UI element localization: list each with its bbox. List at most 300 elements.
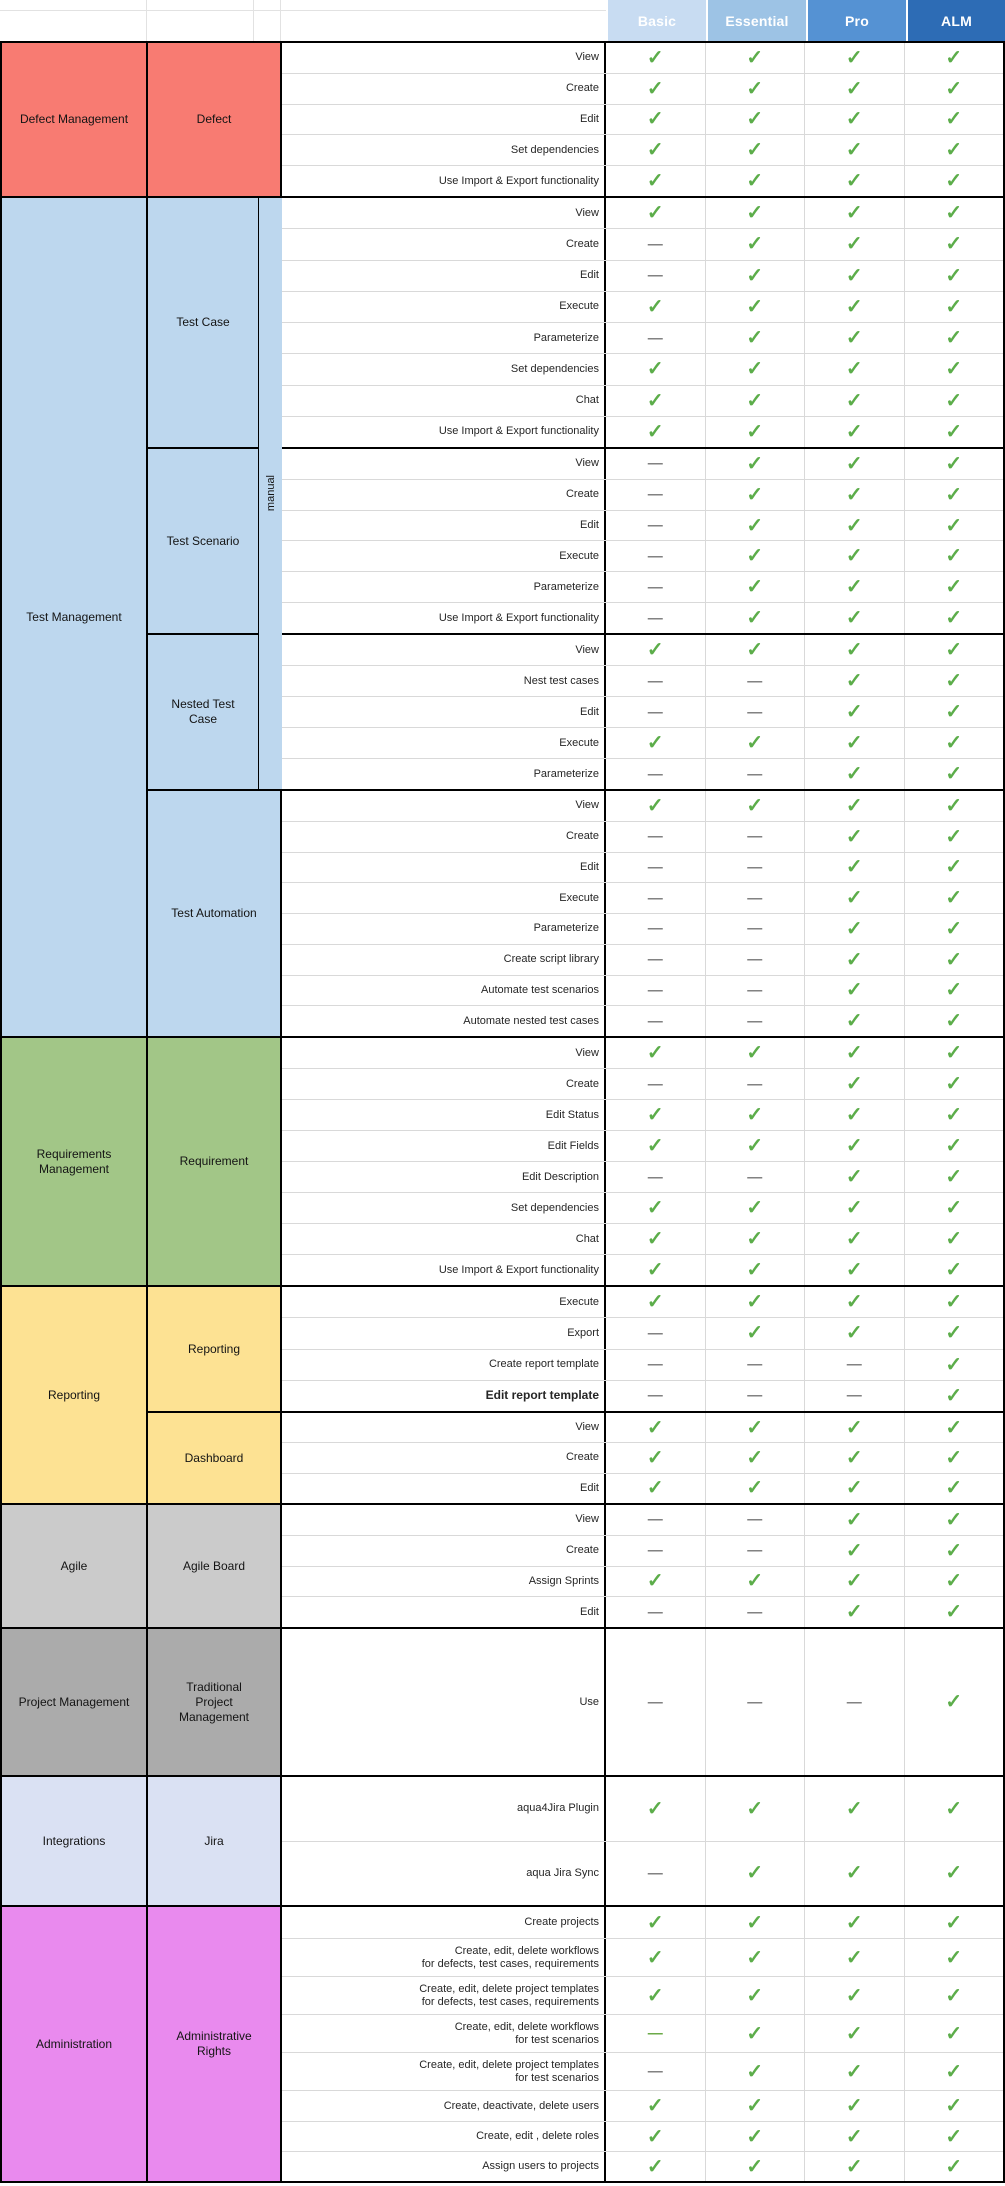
- check-icon: ✓: [945, 1010, 963, 1033]
- label-line: Create, edit , delete roles: [476, 2130, 599, 2142]
- check-icon: ✓: [945, 948, 963, 971]
- dash-icon: —: [647, 703, 663, 721]
- row-group-defect: [282, 43, 1003, 196]
- feature-label: [282, 1069, 606, 1099]
- value-cell-pro: [804, 697, 904, 727]
- value-cell-essential: [705, 1069, 805, 1099]
- label-line: Create: [565, 1077, 599, 1090]
- value-cell-basic: [606, 1413, 705, 1442]
- check-icon: ✓: [845, 1446, 863, 1469]
- value-cell-alm: [904, 135, 1004, 165]
- label-line: Use: [579, 1695, 599, 1708]
- value-cell-pro: [804, 759, 904, 789]
- value-cell-basic: [606, 1287, 705, 1317]
- label-line: Requirements: [36, 1146, 112, 1161]
- feature-label: [282, 198, 606, 228]
- value-cell-alm: [904, 1162, 1004, 1192]
- value-cell-basic: [606, 2122, 705, 2151]
- table-row: [282, 510, 1003, 541]
- dash-icon: —: [747, 703, 763, 721]
- value-cell-alm: [904, 759, 1004, 789]
- value-cell-alm: [904, 1907, 1004, 1938]
- value-cell-basic: [606, 666, 705, 696]
- value-cell-pro: [804, 292, 904, 322]
- row-group-traditional-project-management: [282, 1629, 1003, 1775]
- grid-line: [146, 0, 147, 41]
- dash-icon: —: [647, 547, 663, 565]
- check-icon: ✓: [945, 1104, 963, 1126]
- check-icon: ✓: [945, 1691, 963, 1713]
- check-icon: ✓: [845, 2125, 863, 2148]
- table-row: [282, 1907, 1003, 1938]
- feature-label: [282, 229, 606, 259]
- check-icon: ✓: [746, 2125, 764, 2148]
- value-cell-pro: [804, 1413, 904, 1442]
- check-icon: ✓: [746, 2095, 764, 2117]
- check-icon: ✓: [646, 1416, 664, 1439]
- row-group-nested-test-case: [282, 633, 1003, 789]
- label-line: Parameterize: [533, 580, 599, 593]
- value-cell-basic: [606, 449, 705, 479]
- value-cell-essential: [705, 417, 805, 447]
- check-icon: ✓: [646, 1042, 664, 1064]
- check-icon: ✓: [845, 2022, 863, 2045]
- feature-label: [282, 759, 606, 789]
- value-cell-pro: [804, 2053, 904, 2090]
- value-cell-essential: [705, 1536, 805, 1566]
- value-cell-essential: [705, 1131, 805, 1161]
- dash-icon: —: [747, 1542, 763, 1560]
- label-line: Chat: [575, 394, 599, 407]
- value-cell-basic: [606, 135, 705, 165]
- value-cell-essential: [705, 1777, 805, 1841]
- value-cell-essential: [705, 572, 805, 602]
- dash-icon: —: [647, 765, 663, 783]
- value-cell-essential: [705, 1350, 805, 1380]
- dash-icon: —: [747, 1387, 763, 1405]
- table-header: [0, 0, 1005, 41]
- check-icon: ✓: [746, 139, 764, 162]
- dash-icon: —: [647, 858, 663, 876]
- check-icon: ✓: [646, 139, 664, 162]
- feature-label: [282, 1318, 606, 1348]
- value-cell-basic: [606, 166, 705, 196]
- table-row: [282, 1068, 1003, 1099]
- subcategory-nested-test-case: [148, 633, 258, 789]
- value-cell-pro: [804, 1318, 904, 1348]
- plan-column-header-alm: ALM: [906, 0, 1005, 41]
- grid-line: [280, 0, 281, 41]
- value-cell-essential: [705, 697, 805, 727]
- value-cell-basic: [606, 728, 705, 758]
- check-icon: ✓: [945, 1570, 963, 1593]
- check-icon: ✓: [746, 794, 764, 817]
- value-cell-alm: [904, 2091, 1004, 2121]
- check-icon: ✓: [746, 1862, 764, 1885]
- check-icon: ✓: [746, 452, 764, 475]
- check-icon: ✓: [945, 1477, 963, 1500]
- value-cell-basic: [606, 292, 705, 322]
- check-icon: ✓: [845, 1911, 863, 1934]
- check-icon: ✓: [746, 170, 764, 193]
- value-cell-basic: [606, 1777, 705, 1841]
- check-icon: ✓: [945, 887, 963, 910]
- table-row: [282, 165, 1003, 196]
- check-icon: ✓: [746, 1416, 764, 1439]
- check-icon: ✓: [845, 701, 863, 723]
- value-cell-pro: [804, 853, 904, 883]
- value-cell-alm: [904, 1629, 1004, 1775]
- feature-label: [282, 914, 606, 944]
- section-reporting: [0, 1287, 1005, 1505]
- section-administration: [0, 1907, 1005, 2183]
- value-cell-essential: [705, 1842, 805, 1906]
- table-row: [282, 696, 1003, 727]
- value-cell-alm: [904, 2015, 1004, 2052]
- rows-area-project-management: [282, 1629, 1003, 1775]
- dash-icon: —: [647, 267, 663, 285]
- value-cell-essential: [705, 1224, 805, 1254]
- value-cell-pro: [804, 386, 904, 416]
- rows-area-defect-management: [282, 43, 1003, 196]
- check-icon: ✓: [646, 1104, 664, 1126]
- value-cell-essential: [705, 1287, 805, 1317]
- value-cell-basic: [606, 323, 705, 353]
- value-cell-essential: [705, 2015, 805, 2052]
- value-cell-alm: [904, 1597, 1004, 1627]
- value-cell-pro: [804, 976, 904, 1006]
- feature-label: [282, 449, 606, 479]
- value-cell-essential: [705, 945, 805, 975]
- check-icon: ✓: [746, 545, 764, 568]
- value-cell-basic: [606, 1443, 705, 1472]
- check-icon: ✓: [845, 979, 863, 1002]
- check-icon: ✓: [945, 1508, 963, 1531]
- label-line: View: [575, 51, 599, 64]
- check-icon: ✓: [945, 763, 963, 785]
- check-icon: ✓: [945, 1291, 963, 1314]
- check-icon: ✓: [845, 1416, 863, 1439]
- value-cell-essential: [705, 292, 805, 322]
- subcategory-jira: [148, 1777, 280, 1905]
- check-icon: ✓: [646, 358, 664, 381]
- dash-icon: —: [647, 1012, 663, 1030]
- value-cell-essential: [705, 43, 805, 73]
- check-icon: ✓: [945, 1911, 963, 1934]
- feature-label: [282, 135, 606, 165]
- dash-icon: —: [647, 1324, 663, 1342]
- value-cell-alm: [904, 1842, 1004, 1906]
- dash-icon: —: [647, 517, 663, 535]
- dash-icon: —: [647, 1864, 663, 1882]
- check-icon: ✓: [845, 948, 863, 971]
- value-cell-basic: [606, 105, 705, 135]
- value-cell-pro: [804, 166, 904, 196]
- feature-label: [282, 541, 606, 571]
- value-cell-alm: [904, 635, 1004, 665]
- check-icon: ✓: [845, 887, 863, 910]
- table-row: [282, 449, 1003, 479]
- value-cell-basic: [606, 1842, 705, 1906]
- label-line: Jira: [204, 1833, 224, 1848]
- table-row: [282, 43, 1003, 73]
- value-cell-essential: [705, 480, 805, 510]
- table-row: [282, 1161, 1003, 1192]
- check-icon: ✓: [845, 264, 863, 287]
- row-group-jira: [282, 1777, 1003, 1905]
- table-row: [282, 1317, 1003, 1348]
- check-icon: ✓: [845, 389, 863, 412]
- table-row: [282, 1596, 1003, 1627]
- check-icon: ✓: [746, 607, 764, 630]
- check-icon: ✓: [845, 46, 863, 69]
- dash-icon: —: [747, 951, 763, 969]
- label-line: Use Import & Export functionality: [438, 611, 599, 624]
- value-cell-pro: [804, 1287, 904, 1317]
- dash-icon: —: [647, 1511, 663, 1529]
- feature-label: [282, 43, 606, 73]
- table-row: [282, 260, 1003, 291]
- check-icon: ✓: [845, 170, 863, 193]
- check-icon: ✓: [945, 202, 963, 225]
- check-icon: ✓: [945, 139, 963, 162]
- value-cell-essential: [705, 74, 805, 104]
- value-cell-alm: [904, 1131, 1004, 1161]
- value-cell-pro: [804, 1006, 904, 1036]
- label-line: Edit report template: [485, 1388, 599, 1403]
- plan-column-header-basic: Basic: [606, 0, 706, 41]
- label-line: Parameterize: [533, 922, 599, 935]
- check-icon: ✓: [646, 1197, 664, 1219]
- check-icon: ✓: [845, 514, 863, 537]
- label-line: for defects, test cases, requirements: [421, 1957, 599, 1970]
- check-icon: ✓: [746, 514, 764, 537]
- check-icon: ✓: [945, 389, 963, 412]
- value-cell-basic: [606, 853, 705, 883]
- dash-icon: —: [647, 1603, 663, 1621]
- table-row: [282, 571, 1003, 602]
- value-cell-basic: [606, 2053, 705, 2090]
- value-cell-alm: [904, 791, 1004, 821]
- value-cell-pro: [804, 480, 904, 510]
- row-group-dashboard: [282, 1411, 1003, 1503]
- label-line: Project Management: [18, 1694, 130, 1709]
- check-icon: ✓: [945, 483, 963, 506]
- check-icon: ✓: [646, 77, 664, 100]
- check-icon: ✓: [646, 639, 664, 661]
- check-icon: ✓: [646, 1228, 664, 1250]
- value-cell-essential: [705, 511, 805, 541]
- value-cell-pro: [804, 1381, 904, 1411]
- check-icon: ✓: [845, 1166, 863, 1188]
- label-line: Create: [565, 488, 599, 501]
- category-reporting: [2, 1287, 148, 1503]
- feature-label: [282, 945, 606, 975]
- value-cell-pro: [804, 198, 904, 228]
- table-row: [282, 665, 1003, 696]
- dash-icon: —: [747, 1356, 763, 1374]
- check-icon: ✓: [945, 639, 963, 661]
- value-cell-essential: [705, 105, 805, 135]
- value-cell-basic: [606, 1381, 705, 1411]
- check-icon: ✓: [746, 732, 764, 754]
- dash-icon: —: [647, 951, 663, 969]
- section-integrations: [0, 1777, 1005, 1907]
- check-icon: ✓: [746, 1984, 764, 2007]
- table-row: [282, 2052, 1003, 2090]
- value-cell-alm: [904, 1038, 1004, 1068]
- label-line: Set dependencies: [510, 143, 599, 156]
- value-cell-alm: [904, 822, 1004, 852]
- value-cell-alm: [904, 261, 1004, 291]
- label-line: Rights: [196, 2044, 231, 2058]
- value-cell-basic: [606, 603, 705, 633]
- value-cell-pro: [804, 1224, 904, 1254]
- check-icon: ✓: [945, 607, 963, 630]
- dash-icon: —: [747, 1168, 763, 1186]
- check-icon: ✓: [945, 2155, 963, 2178]
- check-icon: ✓: [646, 1259, 664, 1281]
- check-icon: ✓: [746, 1228, 764, 1250]
- feature-label: [282, 1350, 606, 1380]
- check-icon: ✓: [845, 327, 863, 350]
- value-cell-alm: [904, 728, 1004, 758]
- label-line: Create script library: [503, 953, 599, 966]
- label-line: Chat: [575, 1232, 599, 1245]
- feature-label: [282, 1100, 606, 1130]
- value-cell-essential: [705, 386, 805, 416]
- dash-icon: —: [647, 486, 663, 504]
- value-cell-pro: [804, 1162, 904, 1192]
- label-line: Edit Status: [545, 1108, 599, 1121]
- value-cell-basic: [606, 1255, 705, 1285]
- check-icon: ✓: [646, 2155, 664, 2178]
- check-icon: ✓: [746, 1797, 764, 1820]
- value-cell-essential: [705, 1006, 805, 1036]
- check-icon: ✓: [845, 825, 863, 848]
- dash-icon: —: [747, 981, 763, 999]
- check-icon: ✓: [845, 763, 863, 785]
- check-icon: ✓: [945, 979, 963, 1002]
- check-icon: ✓: [945, 358, 963, 381]
- label-line: Use Import & Export functionality: [438, 1263, 599, 1276]
- dash-icon: —: [747, 889, 763, 907]
- label-line: Test Case: [176, 315, 230, 329]
- label-line: Test Automation: [171, 906, 257, 920]
- check-icon: ✓: [746, 483, 764, 506]
- value-cell-basic: [606, 2152, 705, 2181]
- check-icon: ✓: [945, 1322, 963, 1345]
- value-cell-basic: [606, 1474, 705, 1503]
- table-row: [282, 540, 1003, 571]
- check-icon: ✓: [646, 420, 664, 443]
- check-icon: ✓: [945, 295, 963, 318]
- value-cell-pro: [804, 1131, 904, 1161]
- value-cell-alm: [904, 323, 1004, 353]
- value-cell-basic: [606, 822, 705, 852]
- rows-area-integrations: [282, 1777, 1003, 1905]
- value-cell-alm: [904, 1474, 1004, 1503]
- value-cell-alm: [904, 417, 1004, 447]
- label-line: Edit: [580, 519, 599, 532]
- value-cell-essential: [705, 1162, 805, 1192]
- value-cell-basic: [606, 1193, 705, 1223]
- label-line: Management: [178, 1709, 250, 1724]
- check-icon: ✓: [845, 295, 863, 318]
- subcategory-traditional-project-management: [148, 1629, 280, 1775]
- row-group-agile-board: [282, 1505, 1003, 1627]
- table-row: [282, 2090, 1003, 2121]
- check-icon: ✓: [945, 1353, 963, 1376]
- label-line: Export: [567, 1326, 599, 1339]
- check-icon: ✓: [746, 2060, 764, 2083]
- check-icon: ✓: [945, 1197, 963, 1219]
- value-cell-essential: [705, 822, 805, 852]
- feature-label: [282, 2053, 606, 2090]
- rows-area-reporting: [282, 1287, 1003, 1503]
- label-line: Nested Test: [171, 697, 235, 711]
- check-icon: ✓: [945, 545, 963, 568]
- label-line: Administrative: [176, 2029, 252, 2043]
- check-icon: ✓: [746, 1446, 764, 1469]
- feature-label: [282, 1131, 606, 1161]
- label-line: Agile: [60, 1558, 88, 1573]
- value-cell-pro: [804, 43, 904, 73]
- value-cell-essential: [705, 1381, 805, 1411]
- value-cell-pro: [804, 229, 904, 259]
- value-cell-alm: [904, 914, 1004, 944]
- dash-icon: —: [647, 1542, 663, 1560]
- label-line: Execute: [559, 891, 599, 904]
- table-row: [282, 73, 1003, 104]
- table-row: [282, 385, 1003, 416]
- value-cell-alm: [904, 354, 1004, 384]
- value-cell-alm: [904, 166, 1004, 196]
- check-icon: ✓: [945, 701, 963, 723]
- check-icon: ✓: [845, 77, 863, 100]
- value-cell-essential: [705, 1597, 805, 1627]
- value-cell-pro: [804, 323, 904, 353]
- value-cell-essential: [705, 1939, 805, 1976]
- feature-label: [282, 666, 606, 696]
- table-row: [282, 353, 1003, 384]
- label-line: Execute: [559, 1295, 599, 1308]
- label-line: Test Management: [26, 609, 122, 624]
- label-line: Execute: [559, 736, 599, 749]
- value-cell-alm: [904, 74, 1004, 104]
- value-cell-essential: [705, 666, 805, 696]
- label-line: Create: [565, 1451, 599, 1464]
- rows-area-requirements-management: [282, 1038, 1003, 1285]
- label-line: Test Scenario: [166, 533, 240, 548]
- value-cell-basic: [606, 1162, 705, 1192]
- feature-label: [282, 2091, 606, 2121]
- table-row: [282, 1976, 1003, 2014]
- check-icon: ✓: [945, 1416, 963, 1439]
- feature-label: [282, 511, 606, 541]
- value-cell-basic: [606, 541, 705, 571]
- row-group-administrative-rights: [282, 1907, 1003, 2181]
- rows-area-agile: [282, 1505, 1003, 1627]
- value-cell-essential: [705, 2053, 805, 2090]
- subcategory-reporting-sub: [148, 1287, 280, 1411]
- table-row: [282, 821, 1003, 852]
- value-cell-essential: [705, 541, 805, 571]
- label-line: Edit: [580, 269, 599, 282]
- value-cell-alm: [904, 1100, 1004, 1130]
- check-icon: ✓: [945, 825, 963, 848]
- value-cell-pro: [804, 822, 904, 852]
